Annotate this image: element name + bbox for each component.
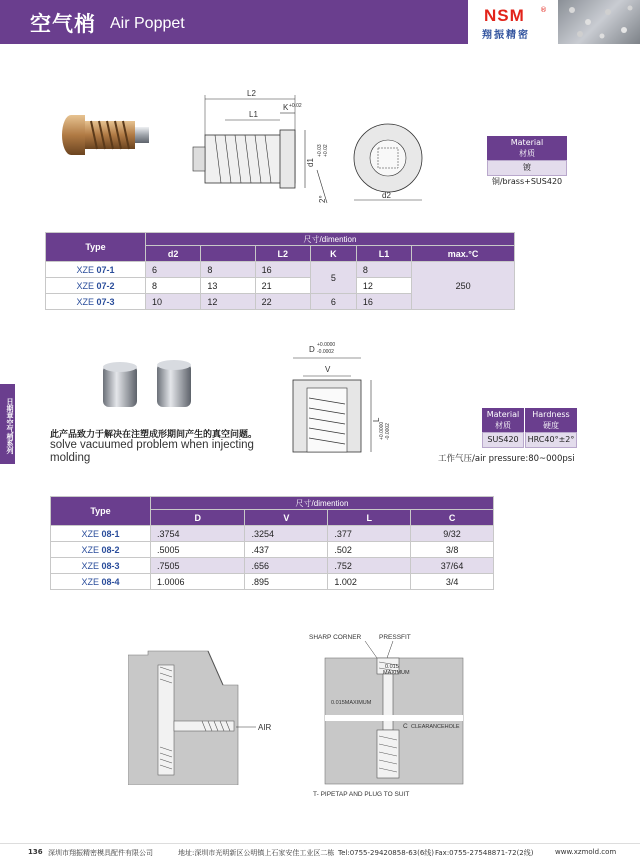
- type-number: 07-3: [96, 296, 115, 307]
- type-number: 07-2: [96, 280, 115, 291]
- type-prefix: XZE: [81, 544, 99, 555]
- dim-L-label: L: [372, 417, 381, 422]
- cell-L: .502: [328, 542, 411, 558]
- hardness-header: [525, 408, 577, 432]
- clearance-hole-label: CLEARANCEHOLE: [411, 724, 460, 730]
- col-header-V: V: [245, 510, 328, 526]
- cell-c2: 13: [201, 278, 255, 294]
- cell-L: .377: [328, 526, 411, 542]
- type-number: 08-1: [101, 528, 120, 539]
- material2-value: SUS420: [482, 432, 524, 448]
- table-row: [51, 526, 494, 542]
- cell-V: .437: [245, 542, 328, 558]
- footer-address: 地址:深圳市光明新区公明镇上石家安佳工业区二栋: [178, 849, 335, 857]
- sharp-corner-label: SHARP CORNER: [309, 634, 362, 641]
- table-row: [51, 542, 494, 558]
- cell-d2: 8: [146, 278, 201, 294]
- material-value: 镀铜/brass+SUS420: [487, 160, 567, 176]
- cell-C: 3/4: [411, 574, 494, 590]
- brand-registered-mark: ®: [540, 6, 547, 14]
- cell-V: .895: [245, 574, 328, 590]
- brand-name-cn: 翔振精密: [482, 30, 530, 41]
- footer-tel: Tel:0755-29420858-63(6线): [338, 849, 435, 857]
- page-title-en: Air Poppet: [110, 15, 185, 32]
- installation-detail-drawing: [305, 630, 475, 804]
- table-header-type: Type: [51, 497, 151, 526]
- type-prefix: XZE: [76, 264, 94, 275]
- type-prefix: XZE: [81, 560, 99, 571]
- material2-header-cn: 材质: [495, 421, 511, 430]
- footer-fax: Fax:0755-27548871-72(2线): [435, 849, 534, 857]
- spec-table-xze08: [50, 496, 494, 590]
- steel-poppet-photo: [95, 355, 205, 419]
- poppet-end-view-drawing: [350, 118, 430, 212]
- cell-L1: 16: [356, 294, 411, 310]
- dim-L-tolerance-a: +0.0000: [379, 421, 385, 440]
- col-header-L1: L1: [356, 246, 411, 262]
- max-tolerance-value: 0.015: [385, 664, 399, 670]
- hardness-header-en: Hardness: [532, 410, 570, 419]
- hardness-header-cn: 硬度: [543, 421, 559, 430]
- cell-C: 3/8: [411, 542, 494, 558]
- page-title-cn: 空气梢: [30, 12, 96, 36]
- cell-max-temp: 250: [412, 262, 515, 310]
- description-cn: 此产品致力于解决在注塑成形期间产生的真空问题。: [50, 430, 258, 440]
- header-product-photo: [558, 0, 640, 44]
- cell-L2: 22: [255, 294, 310, 310]
- dim-D-label: D: [309, 345, 315, 354]
- max-tolerance-2-label: 0.015MAXIMUM: [331, 700, 372, 706]
- type-prefix: XZE: [76, 280, 94, 291]
- c-label: C: [403, 723, 408, 730]
- cell-K: 6: [310, 294, 356, 310]
- cell-L2: 21: [255, 278, 310, 294]
- col-header-blank: [201, 246, 255, 262]
- material-header-cn: 材质: [519, 149, 535, 158]
- cell-V: .656: [245, 558, 328, 574]
- dim-K-tolerance: +0.02: [289, 103, 302, 109]
- material-header: [487, 136, 567, 160]
- col-header-K: K: [310, 246, 356, 262]
- table-row: [51, 574, 494, 590]
- col-header-d2: d2: [146, 246, 201, 262]
- footer-company: 深圳市翔振精密模具配件有限公司: [48, 849, 153, 857]
- cell-L1: 12: [356, 278, 411, 294]
- brand-name: NSM: [484, 6, 525, 25]
- type-number: 08-2: [101, 544, 120, 555]
- hardness-value: HRC40°±2°: [525, 432, 577, 448]
- col-header-C: C: [411, 510, 494, 526]
- air-poppet-photo: [55, 105, 155, 169]
- type-prefix: XZE: [81, 528, 99, 539]
- air-label: AIR: [258, 723, 272, 732]
- material-header-en: Material: [510, 138, 544, 147]
- cell-C: 9/32: [411, 526, 494, 542]
- cell-L: .752: [328, 558, 411, 574]
- air-pressure-text: 工作气压/air pressure:80~000psi: [438, 454, 575, 464]
- cell-c2: 8: [201, 262, 255, 278]
- type-number: 07-1: [96, 264, 115, 275]
- cell-D: .3754: [151, 526, 245, 542]
- pressfit-label: PRESSFIT: [379, 634, 411, 641]
- type-prefix: XZE: [76, 296, 94, 307]
- cell-L1: 8: [356, 262, 411, 278]
- type-prefix: XZE: [81, 576, 99, 587]
- table-row: [51, 558, 494, 574]
- max-tolerance-label: MAXIMUM: [383, 670, 410, 676]
- type-number: 08-4: [101, 576, 120, 587]
- dim-L1-label: L1: [249, 110, 258, 119]
- description-en: solve vacuumed problem when injecting molding: [50, 439, 254, 464]
- mold-air-section-drawing: [128, 645, 288, 789]
- table-header-dimension: 尺寸/dimention: [151, 497, 494, 510]
- cell-C: 37/64: [411, 558, 494, 574]
- cell-L: 1.002: [328, 574, 411, 590]
- col-header-max-temp: max.°C: [412, 246, 515, 262]
- dim-K-label: K: [283, 103, 289, 112]
- cell-d2: 6: [146, 262, 201, 278]
- cell-K-merged: 5: [310, 262, 356, 294]
- dim-L2-label: L2: [247, 89, 256, 98]
- dim-D-tolerance-b: -0.0002: [317, 349, 334, 355]
- cell-c2: 12: [201, 294, 255, 310]
- cell-D: 1.0006: [151, 574, 245, 590]
- cell-d2: 10: [146, 294, 201, 310]
- dim-d1-label: d1: [306, 158, 315, 167]
- page-number: 136: [28, 848, 43, 856]
- dim-d2-label: d2: [382, 191, 391, 200]
- col-header-L: L: [328, 510, 411, 526]
- dim-L-tolerance-b: -0.0002: [385, 423, 391, 440]
- dim-d1-tolerance-a: +0.03: [317, 144, 323, 157]
- spec-table-xze07: [45, 232, 515, 310]
- material2-header: [482, 408, 524, 432]
- pipetap-label: T- PIPETAP AND PLUG TO SUIT: [313, 791, 410, 798]
- col-header-D: D: [151, 510, 245, 526]
- poppet-dimension-drawing: [185, 85, 355, 214]
- cell-V: .3254: [245, 526, 328, 542]
- vent-dimension-drawing: [285, 340, 395, 469]
- material2-header-en: Material: [486, 410, 520, 419]
- cell-L2: 16: [255, 262, 310, 278]
- table-row: [46, 262, 515, 278]
- footer-website[interactable]: www.xzmold.com: [555, 848, 617, 856]
- dim-V-label: V: [325, 365, 331, 374]
- cell-D: .5005: [151, 542, 245, 558]
- col-header-L2: L2: [255, 246, 310, 262]
- type-number: 08-3: [101, 560, 120, 571]
- table-header-dimension: 尺寸/dimention: [146, 233, 515, 246]
- dim-d1-tolerance-b: +0.02: [323, 144, 329, 157]
- cell-D: .7505: [151, 558, 245, 574]
- dim-angle-label: 2°: [318, 195, 327, 203]
- table-header-type: Type: [46, 233, 146, 262]
- dim-D-tolerance-a: +0.0000: [317, 342, 336, 348]
- side-category-tab: 日期章空气梢系列: [0, 384, 15, 464]
